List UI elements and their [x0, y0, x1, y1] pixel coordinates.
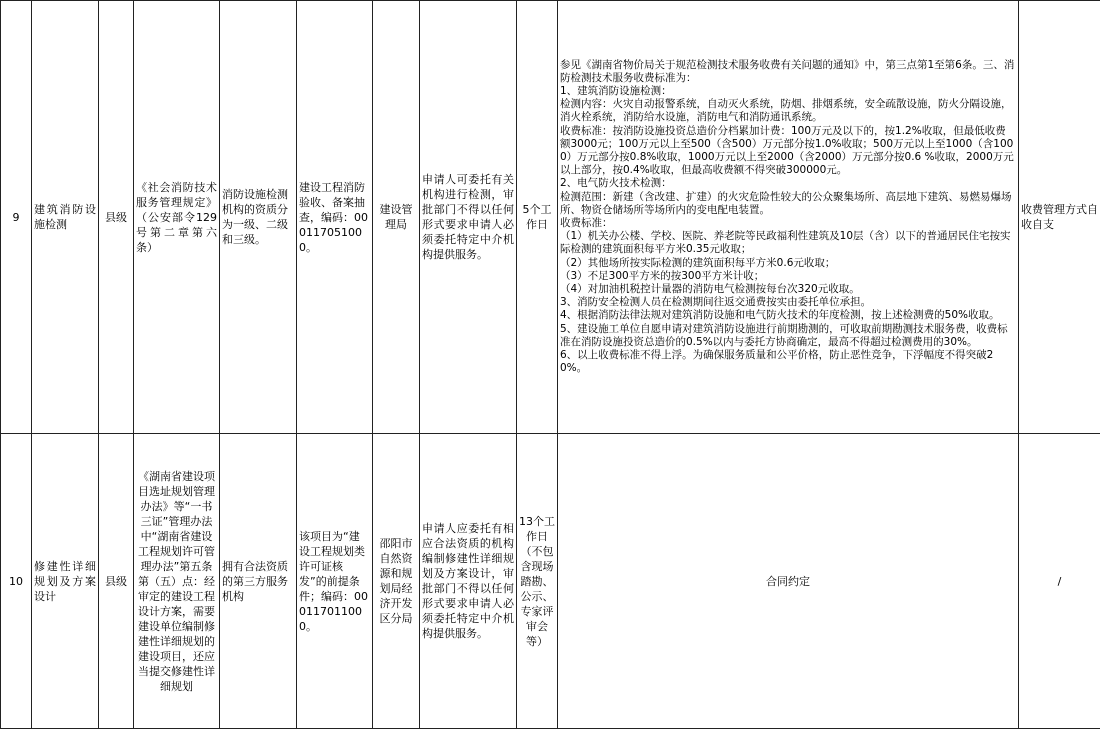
fee-mode-cell: /: [1019, 434, 1100, 729]
row-number-cell: 9: [1, 1, 32, 434]
service-item-cell: 修建性详细规划及方案设计: [32, 434, 99, 729]
service-item-cell: 建筑消防设施检测: [32, 1, 99, 434]
legal-basis-cell: 《社会消防技术服务管理规定》（公安部令129号第二章第六条）: [134, 1, 220, 434]
provider-rule-cell: 申请人可委托有关机构进行检测，审批部门不得以任何形式要求申请人必须委托特定中介机构提供服务。: [420, 1, 517, 434]
approval-item-cell: 该项目为“建设工程规划类许可证核发”的前提条件；编码：000117011000。: [297, 434, 373, 729]
level-cell: 县级: [99, 1, 134, 434]
fee-standard-cell: 合同约定: [558, 434, 1019, 729]
department-cell: 建设管理局: [373, 1, 420, 434]
time-limit-cell: 5个工作日: [517, 1, 558, 434]
fee-mode-cell: 收费管理方式自收自支: [1019, 1, 1100, 434]
row-number-cell: 10: [1, 434, 32, 729]
table-row: [1, 1, 1100, 434]
department-cell: 邵阳市自然资源和规划局经济开发区分局: [373, 434, 420, 729]
approval-item-cell: 建设工程消防验收、备案抽查，编码：000117051000。: [297, 1, 373, 434]
fee-standard-cell: 参见《湖南省物价局关于规范检测技术服务收费有关问题的通知》中，第三点第1至第6条。三、消防检测技术服务收费标准为： 1、建筑消防设施检测： 检测内容：火灾自动报警系统，自动灭火系统，防烟、排烟系统，安全疏散设施，防火分隔设施，消火栓系统，消防给水设施，消防电气和消防通讯系统。 收费标准：按消防设施投资总造价分档累加计费：100万元及以下的，按1.2%收取，但最低收费额3000元；100万元以上至500（含500）万元部分按1.0%收取；500万元以上至1000（含1000）万元部分按0.8%收取，1000万元以上至2000（含2000）万元部分按0.6 %收取，2000万元以上部分，按0.4%收取，但最高收费额不得突破300000元。 2、电气防火技术检测： 检测范围：新建（含改建、扩建）的火灾危险性较大的公众聚集场所、高层地下建筑、易燃易爆场所、物资仓储场所等场所内的变电配电装置。 收费标准： （1）机关办公楼、学校、医院、养老院等民政福利性建筑及10层（含）以下的普通居民住宅按实际检测的建筑面积每平方米0.35元收取； （2）其他场所按实际检测的建筑面积每平方米0.6元收取； （3）不足300平方米的按300平方米计收； （4）对加油机税控计量器的消防电气检测按每台次320元收取。 3、消防安全检测人员在检测期间往返交通费按实由委托单位承担。 4、根据消防法律法规对建筑消防设施和电气防火技术的年度检测，按上述检测费的50%收取。 5、建设施工单位自愿申请对建筑消防设施进行前期勘测的，可收取前期勘测技术服务费，收费标准在消防设施投资总造价的0.5%以内与委托方协商确定，最高不得超过检测费用的30%。 6、以上收费标准不得上浮。为确保服务质量和公平价格，防止恶性竞争，下浮幅度不得突破20%。: [558, 1, 1019, 434]
qualification-cell: 拥有合法资质的第三方服务机构: [220, 434, 297, 729]
time-limit-cell: 13个工作日（不包含现场踏勘、公示、专家评审会等）: [517, 434, 558, 729]
provider-rule-cell: 申请人应委托有相应合法资质的机构编制修建性详细规划及方案设计，审批部门不得以任何形式要求申请人必须委托特定中介机构提供服务。: [420, 434, 517, 729]
level-cell: 县级: [99, 434, 134, 729]
qualification-cell: 消防设施检测机构的资质分为一级、二级和三级。: [220, 1, 297, 434]
legal-basis-cell: 《湖南省建设项目选址规划管理办法》等“一书三证”管理办法中“湖南省建设工程规划许可管理办法”第五条第（五）点：经审定的建设工程设计方案，需要建设单位编制修建性详细规划的建设项目，还应当提交修建性详细规划: [134, 434, 220, 729]
table-row: [1, 434, 1100, 729]
